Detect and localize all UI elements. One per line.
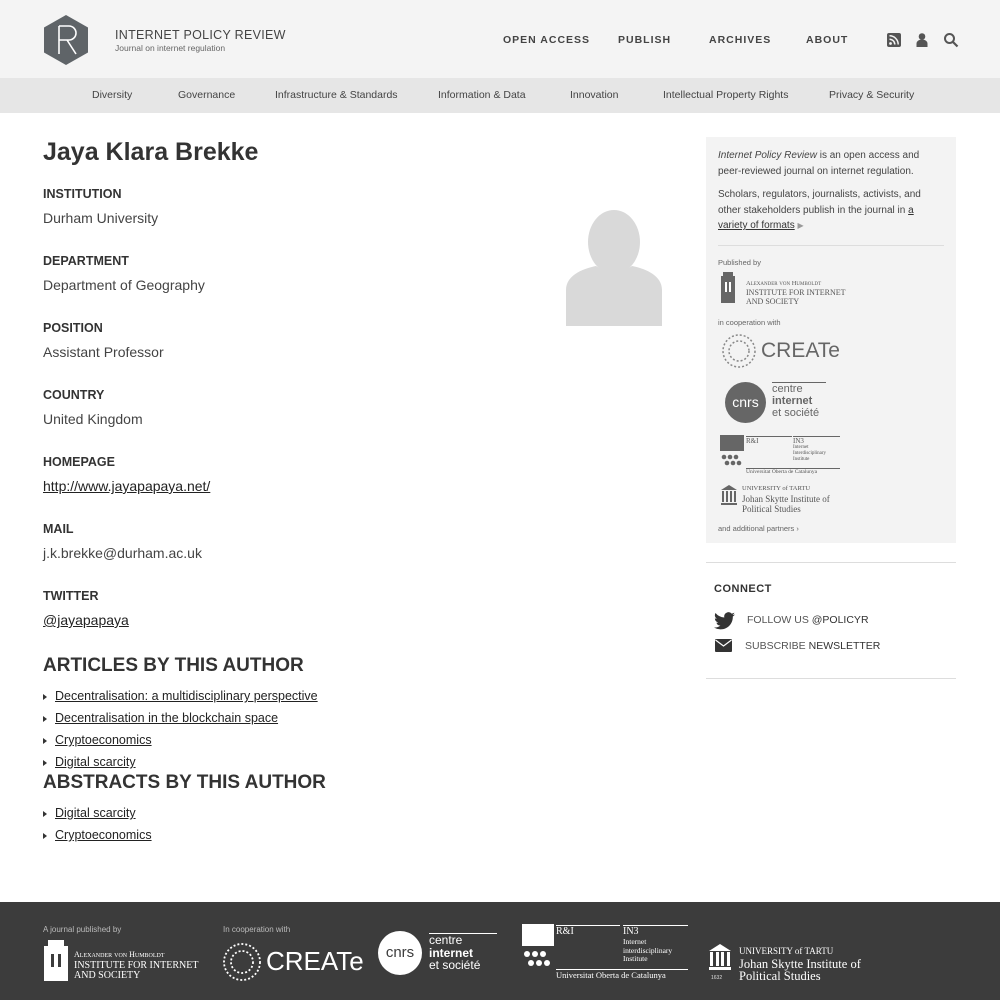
formats-link[interactable]: a variety of formats bbox=[718, 204, 914, 231]
site-header bbox=[0, 0, 1000, 78]
tartu-logo[interactable]: UNIVERSITY of TARTU Johan Skytte Institute of Political Studies bbox=[742, 485, 830, 514]
topic-infrastructure-standards[interactable]: Infrastructure & Standards bbox=[275, 89, 398, 101]
nav-publish[interactable]: PUBLISH bbox=[618, 34, 672, 46]
brand[interactable] bbox=[115, 28, 286, 53]
cis-logo[interactable]: centre internet et société bbox=[772, 382, 826, 419]
position-label: POSITION bbox=[43, 321, 103, 335]
site-footer: A journal published by In cooperation with Alexander von Humboldt INSTITUTE FOR INTERNET AND SOCIETY CREATe cnrs centre internet et société R&I IN3 Internet interdisciplinary Institute Universitat Oberta de Catalunya 1632 UNIVERSITY of TARTU Johan Skytte Institute of Political Studies bbox=[0, 902, 1000, 1000]
divider bbox=[706, 562, 956, 563]
mail-value[interactable]: j.k.brekke@durham.ac.uk bbox=[43, 545, 202, 561]
nav-open-access[interactable]: OPEN ACCESS bbox=[503, 34, 591, 46]
abstract-link[interactable]: Cryptoeconomics bbox=[55, 828, 152, 842]
create-logo[interactable]: CREATe bbox=[761, 339, 840, 362]
twitter-link[interactable]: @jayapapaya bbox=[43, 612, 129, 628]
nav-archives[interactable]: ARCHIVES bbox=[709, 34, 772, 46]
search-icon[interactable] bbox=[943, 32, 959, 48]
twitter-icon bbox=[714, 612, 735, 630]
article-link[interactable]: Cryptoeconomics bbox=[55, 733, 152, 747]
abstract-link[interactable]: Digital scarcity bbox=[55, 806, 136, 820]
country-label: COUNTRY bbox=[43, 388, 105, 402]
institution-label: INSTITUTION bbox=[43, 187, 122, 201]
list-item bbox=[43, 733, 318, 755]
rss-icon[interactable] bbox=[886, 32, 902, 48]
abstracts-heading: ABSTRACTS BY THIS AUTHOR bbox=[43, 772, 326, 793]
institution-value: Durham University bbox=[43, 210, 159, 226]
footer-create-logo[interactable]: CREATe bbox=[266, 946, 364, 976]
footer-cnrs-logo[interactable]: cnrs bbox=[378, 931, 422, 975]
footer-hiig-building-icon bbox=[43, 940, 69, 982]
journal-info-box: Internet Policy Review is an open access and peer-reviewed journal on internet regulation. Scholars, regulators, journalists, activists, and other stakeholders publish in the journal in a variety of formats ▶ Published by Alexander von Humboldt INSTITUTE FOR INTERNET AND SOCIETY in cooperation with CREATe cnrs centre internet et société R&I IN3 Internet Interdisciplinary Institute Universitat Oberta de Catalunya UNIVERSITY of TARTU Johan Skytte Institute of Political Studies and additional partners › bbox=[706, 137, 956, 543]
articles-heading: ARTICLES BY THIS AUTHOR bbox=[43, 655, 304, 676]
hiig-logo[interactable]: Alexander von Humboldt INSTITUTE FOR INTERNET AND SOCIETY bbox=[746, 280, 846, 306]
topic-intellectual-property-rights[interactable]: Intellectual Property Rights bbox=[663, 89, 789, 101]
list-item bbox=[43, 806, 152, 828]
brand-title: INTERNET POLICY REVIEW bbox=[115, 28, 286, 42]
footer-create-circle-icon bbox=[222, 942, 262, 982]
footer-cis-logo[interactable]: centre internet et société bbox=[429, 933, 497, 972]
journal-logo[interactable] bbox=[43, 14, 89, 66]
connect-heading: CONNECT bbox=[714, 583, 772, 595]
position-value: Assistant Professor bbox=[43, 344, 164, 360]
nav-about[interactable]: ABOUT bbox=[806, 34, 849, 46]
cnrs-logo[interactable]: cnrs bbox=[725, 382, 766, 423]
footer-tartu-year: 1632 bbox=[711, 975, 723, 981]
journal-publish-text: Scholars, regulators, journalists, activists, and other stakeholders publish in the journal in a variety of formats ▶ bbox=[718, 189, 921, 231]
journal-about-text: Internet Policy Review is an open access and peer-reviewed journal on internet regulation. bbox=[718, 150, 920, 177]
tartu-building-icon bbox=[721, 485, 737, 507]
create-circle-icon bbox=[721, 333, 757, 369]
topic-governance[interactable]: Governance bbox=[178, 89, 236, 101]
uoc-logo-icon bbox=[720, 435, 744, 467]
footer-hiig-logo[interactable]: Alexander von Humboldt INSTITUTE FOR INTERNET AND SOCIETY bbox=[74, 950, 199, 981]
footer-uoc-logo-icon bbox=[522, 924, 554, 970]
topic-innovation[interactable]: Innovation bbox=[570, 89, 619, 101]
divider bbox=[706, 678, 956, 679]
footer-published-by-label: A journal published by bbox=[43, 925, 122, 934]
topic-diversity[interactable]: Diversity bbox=[92, 89, 133, 101]
homepage-link[interactable]: http://www.jayapapaya.net/ bbox=[43, 478, 211, 494]
divider bbox=[718, 245, 944, 246]
hiig-building-icon bbox=[720, 272, 736, 304]
brand-subtitle: Journal on internet regulation bbox=[115, 43, 226, 53]
abstracts-list bbox=[43, 806, 152, 850]
department-value: Department of Geography bbox=[43, 277, 205, 293]
avatar-placeholder bbox=[566, 208, 662, 326]
user-icon[interactable] bbox=[914, 32, 930, 48]
author-name: Jaya Klara Brekke bbox=[43, 138, 259, 166]
footer-in-cooperation-label: In cooperation with bbox=[223, 925, 291, 934]
list-item bbox=[43, 828, 152, 850]
mail-label: MAIL bbox=[43, 522, 74, 536]
article-link[interactable]: Digital scarcity bbox=[55, 755, 136, 769]
footer-tartu-logo[interactable]: UNIVERSITY of TARTU Johan Skytte Institute of Political Studies bbox=[739, 946, 861, 983]
topic-information-data[interactable]: Information & Data bbox=[438, 89, 526, 101]
homepage-label: HOMEPAGE bbox=[43, 455, 115, 469]
twitter-label: TWITTER bbox=[43, 589, 99, 603]
articles-list bbox=[43, 689, 318, 777]
journal-name: Internet Policy Review bbox=[718, 150, 817, 161]
list-item bbox=[43, 689, 318, 711]
footer-tartu-building-icon bbox=[709, 944, 731, 972]
article-link[interactable]: Decentralisation: a multidisciplinary perspective bbox=[55, 689, 318, 703]
additional-partners-link[interactable]: and additional partners › bbox=[718, 524, 799, 533]
topic-privacy-security[interactable]: Privacy & Security bbox=[829, 89, 915, 101]
play-arrow-icon: ▶ bbox=[797, 221, 804, 230]
department-label: DEPARTMENT bbox=[43, 254, 129, 268]
mail-icon bbox=[715, 639, 732, 652]
in-cooperation-label: in cooperation with bbox=[718, 318, 781, 327]
published-by-label: Published by bbox=[718, 258, 761, 267]
article-link[interactable]: Decentralisation in the blockchain space bbox=[55, 711, 279, 725]
country-value: United Kingdom bbox=[43, 411, 143, 427]
topic-nav bbox=[0, 78, 1000, 113]
list-item bbox=[43, 711, 318, 733]
